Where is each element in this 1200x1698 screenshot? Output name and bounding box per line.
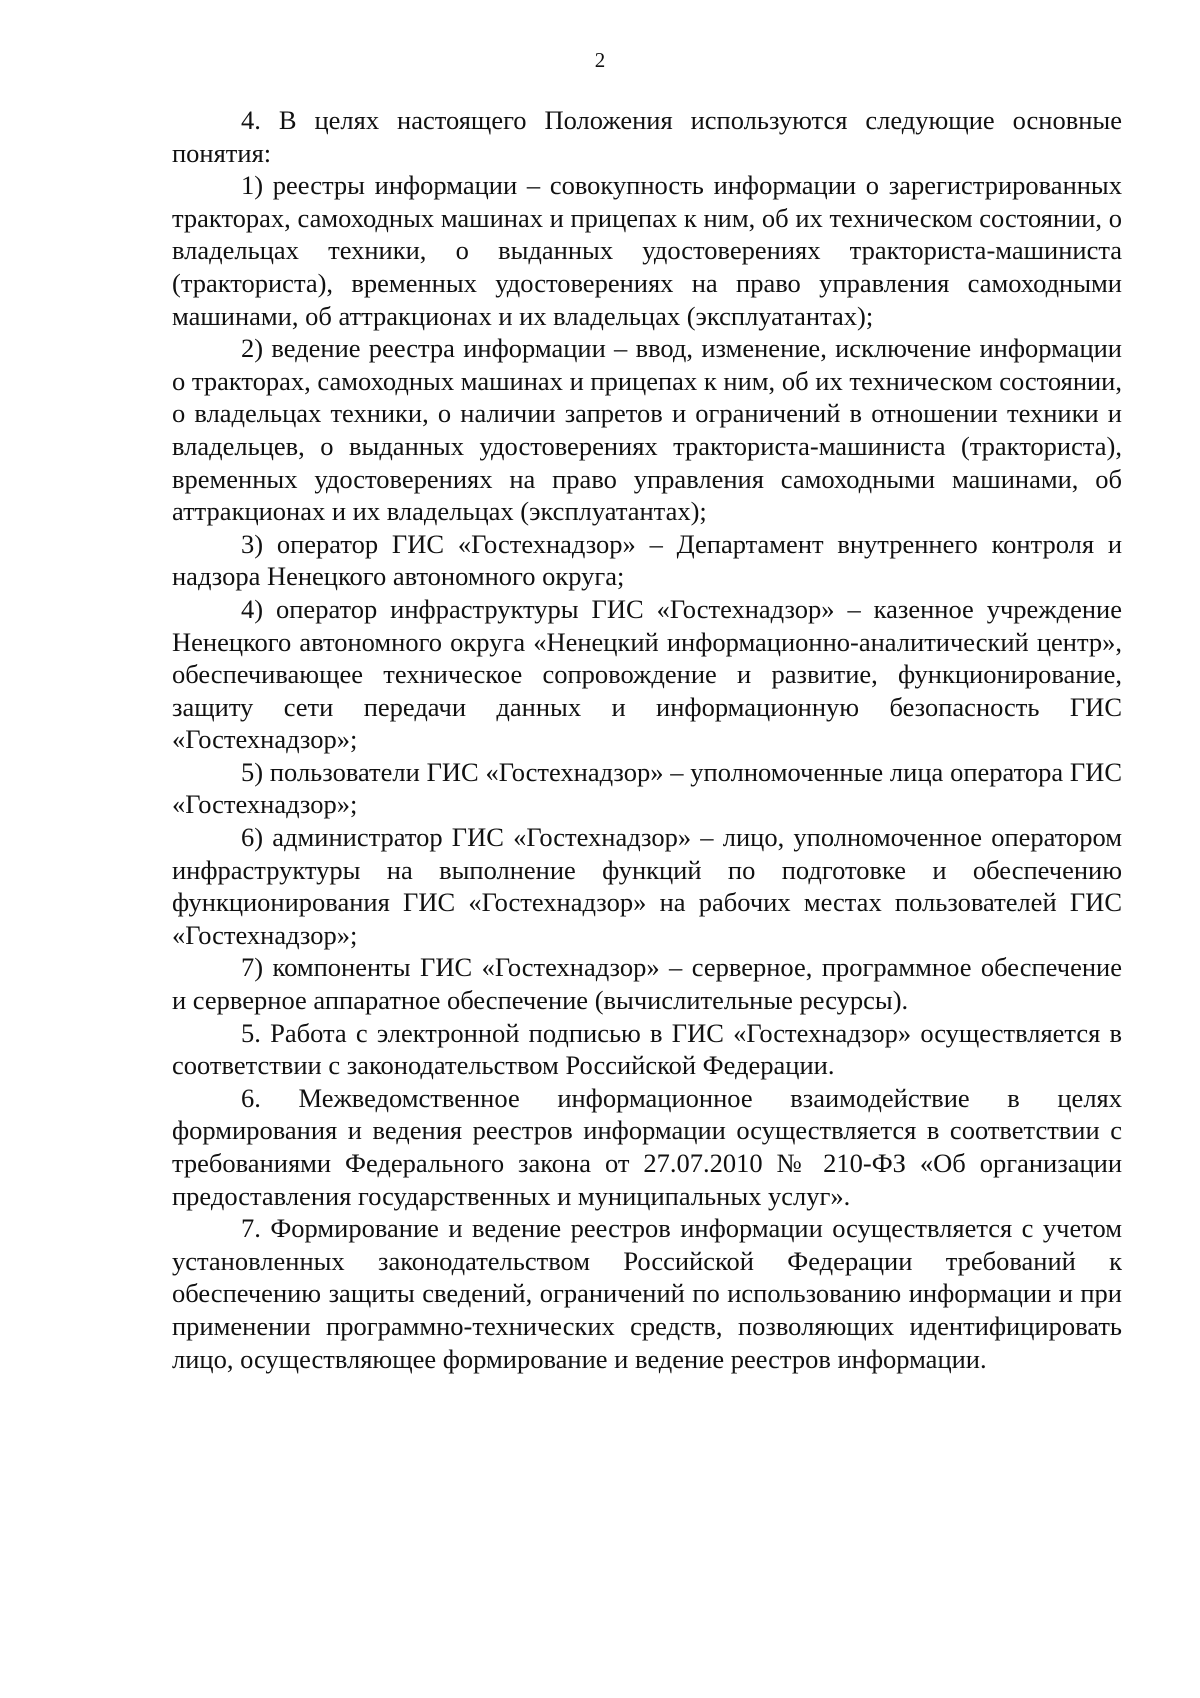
definition-6-gis-administrator: 6) администратор ГИС «Гостехнадзор» – лицо, уполномоченное оператором инфраструктуры на выполнение функций по подготовке и обеспечению функционирования ГИС «Гостехнадзор» на рабочих местах пользователей ГИС «Гостехнадзор»; (172, 822, 1122, 950)
paragraph-5-electronic-signature: 5. Работа с электронной подписью в ГИС «Гостехнадзор» осуществляется в соответствии с законодательством Российской Федерации. (172, 1017, 1122, 1081)
definition-5-gis-users: 5) пользователи ГИС «Гостехнадзор» – уполномоченные лица оператора ГИС «Гостехнадзор»; (172, 756, 1122, 820)
document-body (172, 104, 1122, 1375)
definition-2-register-maintenance: 2) ведение реестра информации – ввод, изменение, исключение информации о тракторах, самоходных машинах и прицепах к ним, об их техническом состоянии, о владельцах техники, о наличии запретов и ограничений в отношении техники и владельцев, о выданных удостоверениях тракториста-машиниста (тракториста), временных удостоверениях на право управления самоходными машинами, об аттракционах и их владельцах (эксплуатантах); (172, 333, 1122, 527)
paragraph-6-interagency-interaction: 6. Межведомственное информационное взаимодействие в целях формирования и ведения реестров информации осуществляется в соответствии с требованиями Федерального закона от 27.07.2010 № 210-ФЗ «Об организации предоставления государственных и муниципальных услуг». (172, 1082, 1122, 1211)
definition-1-information-registers: 1) реестры информации – совокупность информации о зарегистрированных тракторах, самоходных машинах и прицепах к ним, об их техническом состоянии, о владельцах техники, о выданных удостоверениях тракториста-машиниста (тракториста), временных удостоверениях на право управления самоходными машинами, об аттракционах и их владельцах (эксплуатантах); (172, 170, 1122, 331)
definition-4-infrastructure-operator: 4) оператор инфраструктуры ГИС «Гостехнадзор» – казенное учреждение Ненецкого автономного округа «Ненецкий информационно-аналитический центр», обеспечивающее техническое сопровождение и развитие, функционирование, защиту сети передачи данных и информационную безопасность ГИС «Гостехнадзор»; (172, 593, 1122, 755)
definition-7-gis-components: 7) компоненты ГИС «Гостехнадзор» – серверное, программное обеспечение и серверное аппаратное обеспечение (вычислительные ресурсы). (172, 952, 1122, 1016)
paragraph-7-register-formation: 7. Формирование и ведение реестров информации осуществляется с учетом установленных законодательством Российской Федерации требований к обеспечению защиты сведений, ограничений по использованию информации и при применении программно-технических средств, позволяющих идентифицировать лицо, осуществляющее формирование и ведение реестров информации. (172, 1213, 1122, 1374)
definition-3-gis-operator: 3) оператор ГИС «Гостехнадзор» – Департамент внутреннего контроля и надзора Ненецкого автономного округа; (172, 528, 1122, 592)
paragraph-4-definitions-intro: 4. В целях настоящего Положения используются следующие основные понятия: (172, 105, 1122, 168)
page-number: 2 (594, 48, 606, 72)
